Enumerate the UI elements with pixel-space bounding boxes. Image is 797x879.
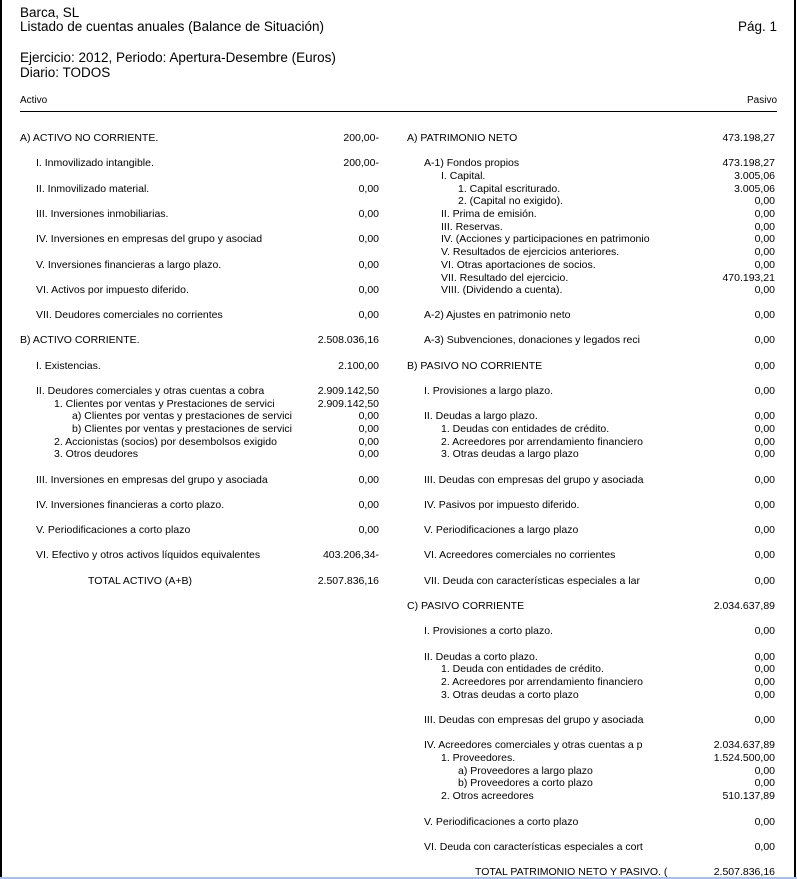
activo-row	[54, 448, 379, 460]
pasivo-label: I. Provisiones a corto plazo.	[424, 625, 553, 637]
pasivo-row	[441, 259, 775, 271]
pasivo-label: IV. Acreedores comerciales y otras cuentas a p	[424, 739, 643, 751]
pasivo-value: 0,00	[754, 549, 775, 561]
activo-row	[36, 233, 379, 245]
activo-value: 2.508.036,16	[317, 334, 379, 346]
pasivo-value: 0,00	[754, 385, 775, 397]
page-number: Pág. 1	[737, 19, 777, 34]
activo-label: b) Clientes por ventas y prestaciones de servici	[72, 423, 293, 435]
activo-label: 3. Otros deudores	[54, 448, 139, 460]
pasivo-row	[441, 208, 775, 220]
pasivo-value: 473.198,27	[722, 157, 775, 169]
pasivo-label: VIII. (Dividendo a cuenta).	[441, 284, 563, 296]
pasivo-label: VII. Deuda con características especiales a lar	[424, 575, 640, 587]
pasivo-row	[424, 474, 775, 486]
pasivo-row	[441, 233, 775, 245]
column-header-activo: Activo	[20, 95, 48, 106]
pasivo-label: A-1) Fondos propios	[424, 157, 520, 169]
activo-label: III. Inversiones en empresas del grupo y asociada	[36, 474, 268, 486]
activo-row	[36, 309, 379, 321]
pasivo-value: 0,00	[754, 575, 775, 587]
pasivo-value: 0,00	[754, 233, 775, 245]
pasivo-row	[441, 423, 775, 435]
activo-value: 2.100,00	[338, 360, 379, 372]
pasivo-value: 2.507.836,16	[713, 866, 775, 878]
pasivo-label: 2. (Capital no exigido).	[458, 195, 564, 207]
activo-row	[36, 157, 379, 169]
company-name: Barca, SL	[20, 5, 80, 20]
pasivo-value: 0,00	[754, 663, 775, 675]
pasivo-value: 0,00	[754, 524, 775, 536]
pasivo-label: VI. Otras aportaciones de socios.	[441, 259, 596, 271]
pasivo-value: 0,00	[754, 208, 775, 220]
pasivo-value: 0,00	[754, 246, 775, 258]
pasivo-row	[424, 410, 775, 422]
pasivo-value: 0,00	[754, 474, 775, 486]
activo-value: 0,00	[358, 309, 379, 321]
header-divider	[20, 111, 777, 112]
pasivo-row	[424, 334, 775, 346]
pasivo-row	[424, 524, 775, 536]
pasivo-row	[424, 841, 775, 853]
pasivo-value: 3.005,06	[734, 170, 775, 182]
pasivo-value: 0,00	[754, 410, 775, 422]
pasivo-label: V. Periodificaciones a corto plazo	[424, 816, 579, 828]
pasivo-value: 0,00	[754, 689, 775, 701]
pasivo-label: 2. Otros acreedores	[441, 790, 534, 802]
pasivo-label: A) PATRIMONIO NETO	[407, 132, 518, 144]
pasivo-value: 1.524.500,00	[713, 752, 775, 764]
pasivo-row	[424, 816, 775, 828]
page-border-left	[0, 0, 2, 877]
pasivo-row	[441, 663, 775, 675]
pasivo-value: 470.193,21	[722, 272, 775, 284]
activo-value: 200,00-	[343, 157, 379, 169]
pasivo-value: 0,00	[754, 816, 775, 828]
pasivo-row	[424, 499, 775, 511]
activo-row	[36, 360, 379, 372]
pasivo-label: VII. Resultado del ejercicio.	[441, 272, 569, 284]
activo-value: 2.909.142,50	[317, 398, 379, 410]
pasivo-value: 0,00	[754, 765, 775, 777]
activo-value: 0,00	[358, 474, 379, 486]
activo-value: 2.507.836,16	[317, 575, 379, 587]
activo-row	[72, 410, 379, 422]
activo-label: TOTAL ACTIVO (A+B)	[88, 575, 192, 587]
activo-value: 0,00	[358, 524, 379, 536]
activo-label: I. Inmovilizado intangible.	[36, 157, 154, 169]
pasivo-row	[441, 284, 775, 296]
pasivo-row	[424, 385, 775, 397]
pasivo-row	[424, 625, 775, 637]
pasivo-label: A-3) Subvenciones, donaciones y legados reci	[424, 334, 640, 346]
pasivo-value: 3.005,06	[734, 183, 775, 195]
activo-row	[36, 284, 379, 296]
pasivo-label: IV. (Acciones y participaciones en patrimonio	[441, 233, 650, 245]
pasivo-value: 0,00	[754, 195, 775, 207]
pasivo-value: 0,00	[754, 714, 775, 726]
activo-label: IV. Inversiones en empresas del grupo y asociad	[36, 233, 263, 245]
pasivo-row	[441, 272, 775, 284]
activo-row	[36, 183, 379, 195]
pasivo-label: 1. Proveedores.	[441, 752, 516, 764]
pasivo-label: III. Deudas con empresas del grupo y asociada	[424, 714, 644, 726]
pasivo-label: 2. Acreedores por arrendamiento financiero	[441, 676, 643, 688]
pasivo-value: 0,00	[754, 334, 775, 346]
activo-value: 403.206,34-	[322, 549, 379, 561]
pasivo-row	[424, 549, 775, 561]
journal-info: Diario: TODOS	[20, 65, 111, 80]
pasivo-value: 473.198,27	[722, 132, 775, 144]
pasivo-row	[424, 309, 775, 321]
pasivo-value: 0,00	[754, 625, 775, 637]
pasivo-label: 1. Deuda con entidades de crédito.	[441, 663, 604, 675]
pasivo-label: 3. Otras deudas a largo plazo	[441, 448, 579, 460]
pasivo-value: 2.034.637,89	[713, 739, 775, 751]
activo-label: I. Existencias.	[36, 360, 101, 372]
pasivo-value: 0,00	[754, 777, 775, 789]
pasivo-label: I. Capital.	[441, 170, 486, 182]
pasivo-row	[441, 436, 775, 448]
pasivo-value: 510.137,89	[722, 790, 775, 802]
pasivo-label: TOTAL PATRIMONIO NETO Y PASIVO. (	[475, 866, 668, 878]
pasivo-row	[441, 246, 775, 258]
pasivo-row	[441, 790, 775, 802]
activo-label: 1. Clientes por ventas y Prestaciones de servici	[54, 398, 275, 410]
page-border-right	[794, 0, 796, 877]
pasivo-label: II. Prima de emisión.	[441, 208, 537, 220]
activo-label: a) Clientes por ventas y prestaciones de servici	[72, 410, 293, 422]
pasivo-row	[475, 866, 775, 878]
activo-row	[36, 385, 379, 397]
pasivo-value: 0,00	[754, 448, 775, 460]
pasivo-value: 0,00	[754, 284, 775, 296]
pasivo-row	[424, 575, 775, 587]
activo-row	[36, 208, 379, 220]
pasivo-row	[424, 651, 775, 663]
pasivo-label: B) PASIVO NO CORRIENTE	[407, 360, 543, 372]
activo-row	[20, 132, 379, 144]
pasivo-label: VI. Deuda con características especiales a cort	[424, 841, 643, 853]
pasivo-label: II. Deudas a corto plazo.	[424, 651, 538, 663]
pasivo-value: 0,00	[754, 221, 775, 233]
pasivo-value: 0,00	[754, 423, 775, 435]
activo-value: 0,00	[358, 436, 379, 448]
pasivo-value: 0,00	[754, 499, 775, 511]
activo-row	[72, 423, 379, 435]
pasivo-row	[407, 600, 775, 612]
activo-value: 2.909.142,50	[317, 385, 379, 397]
activo-row	[88, 575, 379, 587]
pasivo-value: 0,00	[754, 309, 775, 321]
pasivo-row	[441, 170, 775, 182]
pasivo-label: C) PASIVO CORRIENTE	[407, 600, 525, 612]
activo-label: A) ACTIVO NO CORRIENTE.	[20, 132, 159, 144]
pasivo-label: III. Reservas.	[441, 221, 503, 233]
activo-value: 0,00	[358, 410, 379, 422]
activo-label: 2. Accionistas (socios) por desembolsos exigido	[54, 436, 277, 448]
pasivo-label: 2. Acreedores por arrendamiento financiero	[441, 436, 643, 448]
period-info: Ejercicio: 2012, Periodo: Apertura-Desembre (Euros)	[20, 50, 336, 65]
activo-label: V. Inversiones financieras a largo plazo.	[36, 259, 222, 271]
pasivo-value: 0,00	[754, 841, 775, 853]
pasivo-row	[441, 752, 775, 764]
pasivo-row	[424, 714, 775, 726]
pasivo-label: VI. Acreedores comerciales no corrientes	[424, 549, 616, 561]
pasivo-label: b) Proveedores a corto plazo	[458, 777, 593, 789]
pasivo-row	[458, 195, 775, 207]
activo-row	[36, 549, 379, 561]
column-header-pasivo: Pasivo	[746, 95, 777, 106]
activo-value: 0,00	[358, 259, 379, 271]
pasivo-label: 1. Capital escriturado.	[458, 183, 561, 195]
activo-value: 0,00	[358, 499, 379, 511]
activo-row	[20, 334, 379, 346]
report-title: Listado de cuentas anuales (Balance de Situación)	[20, 19, 324, 34]
pasivo-label: V. Resultados de ejercicios anteriores.	[441, 246, 620, 258]
pasivo-row	[458, 777, 775, 789]
activo-value: 0,00	[358, 284, 379, 296]
activo-row	[36, 259, 379, 271]
activo-row	[36, 524, 379, 536]
pasivo-row	[407, 132, 775, 144]
activo-row	[54, 436, 379, 448]
pasivo-label: I. Provisiones a largo plazo.	[424, 385, 553, 397]
pasivo-row	[424, 739, 775, 751]
pasivo-label: III. Deudas con empresas del grupo y asociada	[424, 474, 644, 486]
pasivo-label: IV. Pasivos por impuesto diferido.	[424, 499, 580, 511]
pasivo-label: 3. Otras deudas a corto plazo	[441, 689, 579, 701]
pasivo-label: 1. Deudas con entidades de crédito.	[441, 423, 610, 435]
activo-value: 0,00	[358, 423, 379, 435]
pasivo-row	[441, 448, 775, 460]
pasivo-value: 0,00	[754, 436, 775, 448]
pasivo-row	[441, 221, 775, 233]
pasivo-label: II. Deudas a largo plazo.	[424, 410, 538, 422]
pasivo-value: 0,00	[754, 360, 775, 372]
pasivo-row	[407, 360, 775, 372]
activo-label: III. Inversiones inmobiliarias.	[36, 208, 169, 220]
activo-row	[54, 398, 379, 410]
pasivo-row	[458, 183, 775, 195]
activo-label: II. Deudores comerciales y otras cuentas a cobra	[36, 385, 265, 397]
pasivo-label: a) Proveedores a largo plazo	[458, 765, 593, 777]
activo-label: VI. Efectivo y otros activos líquidos equivalentes	[36, 549, 261, 561]
activo-value: 200,00-	[343, 132, 379, 144]
activo-label: II. Inmovilizado material.	[36, 183, 150, 195]
activo-label: V. Periodificaciones a corto plazo	[36, 524, 191, 536]
activo-label: B) ACTIVO CORRIENTE.	[20, 334, 140, 346]
pasivo-value: 0,00	[754, 651, 775, 663]
activo-label: IV. Inversiones financieras a corto plazo.	[36, 499, 225, 511]
pasivo-value: 2.034.637,89	[713, 600, 775, 612]
pasivo-label: V. Periodificaciones a largo plazo	[424, 524, 579, 536]
pasivo-row	[424, 157, 775, 169]
activo-value: 0,00	[358, 233, 379, 245]
pasivo-label: A-2) Ajustes en patrimonio neto	[424, 309, 571, 321]
activo-label: VI. Activos por impuesto diferido.	[36, 284, 189, 296]
activo-row	[36, 499, 379, 511]
activo-value: 0,00	[358, 183, 379, 195]
pasivo-value: 0,00	[754, 259, 775, 271]
pasivo-value: 0,00	[754, 676, 775, 688]
activo-value: 0,00	[358, 208, 379, 220]
activo-value: 0,00	[358, 448, 379, 460]
pasivo-row	[458, 765, 775, 777]
activo-label: VII. Deudores comerciales no corrientes	[36, 309, 223, 321]
activo-row	[36, 474, 379, 486]
pasivo-row	[441, 689, 775, 701]
pasivo-row	[441, 676, 775, 688]
